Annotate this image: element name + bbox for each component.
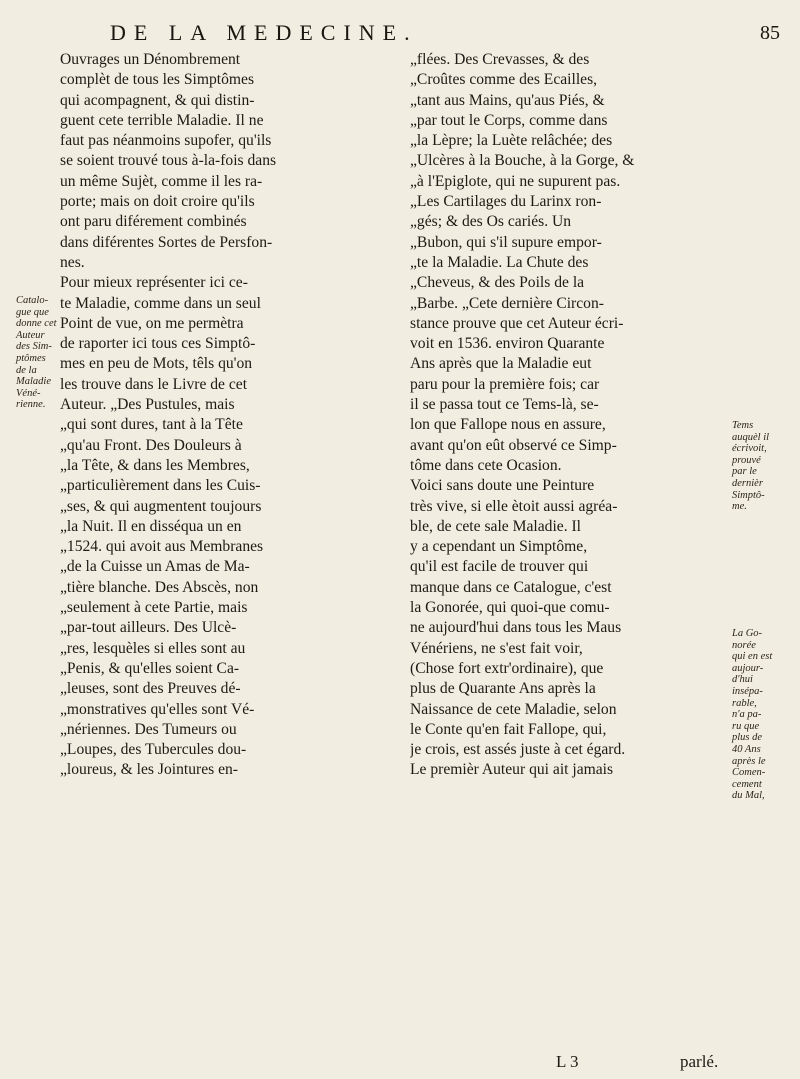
margin-note-line: me. xyxy=(732,501,747,513)
margin-note-line: d'hui xyxy=(732,674,753,686)
text-line: Ouvrages un Dénombrement xyxy=(60,51,241,68)
text-line: Naissance de cete Maladie, selon xyxy=(410,700,617,718)
text-line: „te la Maladie. La Chute des xyxy=(410,253,589,271)
margin-note-line: Maladie xyxy=(16,376,51,388)
margin-note-line: n'a pa- xyxy=(732,709,762,721)
margin-note-line: donne cet xyxy=(16,318,57,330)
text-line: de raporter ici tous ces Simptô- xyxy=(60,335,256,353)
text-line: Ans après que la Maladie eut xyxy=(410,355,592,373)
text-line: complèt de tous les Simptômes xyxy=(60,71,255,89)
text-line: lon que Fallope nous en assure, xyxy=(410,416,606,434)
margin-note-line: plus de xyxy=(732,732,763,744)
text-line: „Barbe. „Cete dernière Circon- xyxy=(410,294,604,312)
margin-note-line: Comen- xyxy=(732,767,766,779)
margin-note-line: du Mal, xyxy=(732,790,765,802)
text-line: nes. xyxy=(60,253,85,271)
text-line: mes en peu de Mots, têls qu'on xyxy=(60,355,253,373)
text-line: „Les Cartilages du Larinx ron- xyxy=(410,193,602,211)
text-line: „nériennes. Des Tumeurs ou xyxy=(60,720,237,738)
right-text-column xyxy=(410,50,732,781)
text-line: Auteur. „Des Pustules, mais xyxy=(60,396,235,414)
text-line: se soient trouvé tous à-la-fois dans xyxy=(60,152,277,170)
text-line: te Maladie, comme dans un seul xyxy=(60,294,261,312)
text-line: un même Sujèt, comme il les ra- xyxy=(60,172,263,190)
text-line: „ses, & qui augmentent toujours xyxy=(60,497,262,515)
text-line: „qui sont dures, tant à la Tête xyxy=(60,416,243,434)
margin-note-line: par le xyxy=(732,466,757,478)
margin-note-line: norée xyxy=(732,639,756,651)
left-margin-note xyxy=(16,295,62,411)
page-header xyxy=(0,14,800,48)
text-line: dans diférentes Sortes de Persfon- xyxy=(60,233,273,251)
text-line: Vénériens, ne s'est fait voir, xyxy=(410,639,583,657)
text-line: y a cependant un Simptôme, xyxy=(410,538,588,556)
text-line: „gés; & des Os cariés. Un xyxy=(410,213,572,231)
text-line: „tière blanche. Des Abscès, non xyxy=(60,578,259,596)
text-line: „la Lèpre; la Luète relâchée; des xyxy=(410,132,613,150)
text-line: les trouve dans le Livre de cet xyxy=(60,375,248,393)
margin-note-line: Tems xyxy=(732,420,754,431)
text-line: „seulement à cete Partie, mais xyxy=(60,599,248,617)
margin-note-line: de la xyxy=(16,364,37,376)
margin-note-line: auquèl il xyxy=(732,431,770,443)
margin-note-line: La Go- xyxy=(732,628,763,639)
margin-note-line: Véné- xyxy=(16,387,41,399)
left-text-column xyxy=(60,50,390,781)
text-line: tôme dans cete Ocasion. xyxy=(410,456,562,474)
text-line: „Cheveus, & des Poils de la xyxy=(410,274,585,292)
margin-note-line: écrivoit, xyxy=(732,443,767,455)
text-line: „res, lesquèles si elles sont au xyxy=(60,639,246,657)
margin-note-line: Simptô- xyxy=(732,489,765,501)
margin-note-line: dernièr xyxy=(732,477,763,489)
text-line: qu'il est facile de trouver qui xyxy=(410,558,589,576)
right-margin-note-date xyxy=(732,420,792,513)
text-line: plus de Quarante Ans après la xyxy=(410,680,596,698)
text-line: „tant aus Mains, qu'aus Piés, & xyxy=(410,91,605,109)
margin-note-line: insépa- xyxy=(732,685,763,697)
margin-note-line: gue que xyxy=(16,306,49,318)
text-line: ble, de cete sale Maladie. Il xyxy=(410,517,582,535)
text-line: „flées. Des Crevasses, & des xyxy=(410,51,590,68)
text-line: je crois, est assés juste à cet égard. xyxy=(410,741,626,759)
margin-note-line: Catalo- xyxy=(16,295,49,306)
page-number: 85 xyxy=(760,22,780,44)
running-title: DE LA MEDECINE. xyxy=(110,20,418,45)
text-line: très vive, si elle ètoit aussi agréa- xyxy=(410,497,618,515)
text-line: paru pour la première fois; car xyxy=(410,375,600,393)
text-line: faut pas néanmoins supofer, qu'ils xyxy=(60,132,272,150)
text-line: „à l'Epiglote, qui ne supurent pas. xyxy=(410,172,621,190)
margin-note-line: ptômes xyxy=(16,352,46,364)
margin-note-line: après le xyxy=(732,755,766,767)
text-line: guent cete terrible Maladie. Il ne xyxy=(60,111,264,129)
text-line: „de la Cuisse un Amas de Ma- xyxy=(60,558,250,576)
text-line: voit en 1536. environ Quarante xyxy=(410,335,605,353)
margin-note-line: cement xyxy=(732,778,762,790)
text-line: „la Tête, & dans les Membres, xyxy=(60,456,250,474)
text-line: „loureus, & les Jointures en- xyxy=(60,761,238,779)
text-line: „par tout le Corps, comme dans xyxy=(410,111,608,129)
text-line: „Ulcères à la Bouche, à la Gorge, & xyxy=(410,152,635,170)
margin-note-line: ru que xyxy=(732,720,760,732)
text-line: „la Nuit. Il en disséqua un en xyxy=(60,517,242,535)
text-line: Point de vue, on me permètra xyxy=(60,314,244,332)
margin-note-line: 40 Ans xyxy=(732,743,761,755)
text-line: Voici sans doute une Peinture xyxy=(410,477,595,495)
margin-note-line: rienne. xyxy=(16,399,46,411)
text-line: il se passa tout ce Tems-là, se- xyxy=(410,396,599,414)
margin-note-line: des Sim- xyxy=(16,341,52,353)
text-line: „Penis, & qu'elles soient Ca- xyxy=(60,659,240,677)
margin-note-line: rable, xyxy=(732,697,757,709)
right-margin-note-gonorrhea xyxy=(732,628,796,802)
text-line: (Chose fort extr'ordinaire), que xyxy=(410,659,604,677)
text-line: ne aujourd'hui dans tous les Maus xyxy=(410,619,622,637)
margin-note-line: qui en est xyxy=(732,651,773,663)
margin-note-line: Auteur xyxy=(16,329,45,341)
text-line: „qu'au Front. Des Douleurs à xyxy=(60,436,242,454)
text-line: Le premièr Auteur qui ait jamais xyxy=(410,761,614,779)
text-line: ont paru diférement combinés xyxy=(60,213,247,231)
text-line: „Croûtes comme des Ecailles, xyxy=(410,71,598,89)
text-line: „par-tout ailleurs. Des Ulcè- xyxy=(60,619,237,637)
text-line: „1524. qui avoit aus Membranes xyxy=(60,538,264,556)
margin-note-line: prouvé xyxy=(732,454,761,466)
margin-note-line: aujour- xyxy=(732,662,764,674)
text-line: stance prouve que cet Auteur écri- xyxy=(410,314,624,332)
text-line: porte; mais on doit croire qu'ils xyxy=(60,193,255,211)
text-line: le Conte qu'en fait Fallope, qui, xyxy=(410,720,607,738)
text-line: „Bubon, qui s'il supure empor- xyxy=(410,233,602,251)
text-line: „Loupes, des Tubercules dou- xyxy=(60,741,247,759)
text-line: „particulièrement dans les Cuis- xyxy=(60,477,261,495)
text-line: Pour mieux représenter ici ce- xyxy=(60,274,248,292)
catchword: parlé. xyxy=(680,1052,719,1071)
text-line: manque dans ce Catalogue, c'est xyxy=(410,578,612,596)
text-line: avant qu'on eût observé ce Simp- xyxy=(410,436,617,454)
text-line: la Gonorée, qui quoi-que comu- xyxy=(410,599,610,617)
text-line: „leuses, sont des Preuves dé- xyxy=(60,680,241,698)
signature-mark: L 3 xyxy=(556,1052,579,1071)
text-line: qui acompagnent, & qui distin- xyxy=(60,91,255,109)
text-line: „monstratives qu'elles sont Vé- xyxy=(60,700,255,718)
